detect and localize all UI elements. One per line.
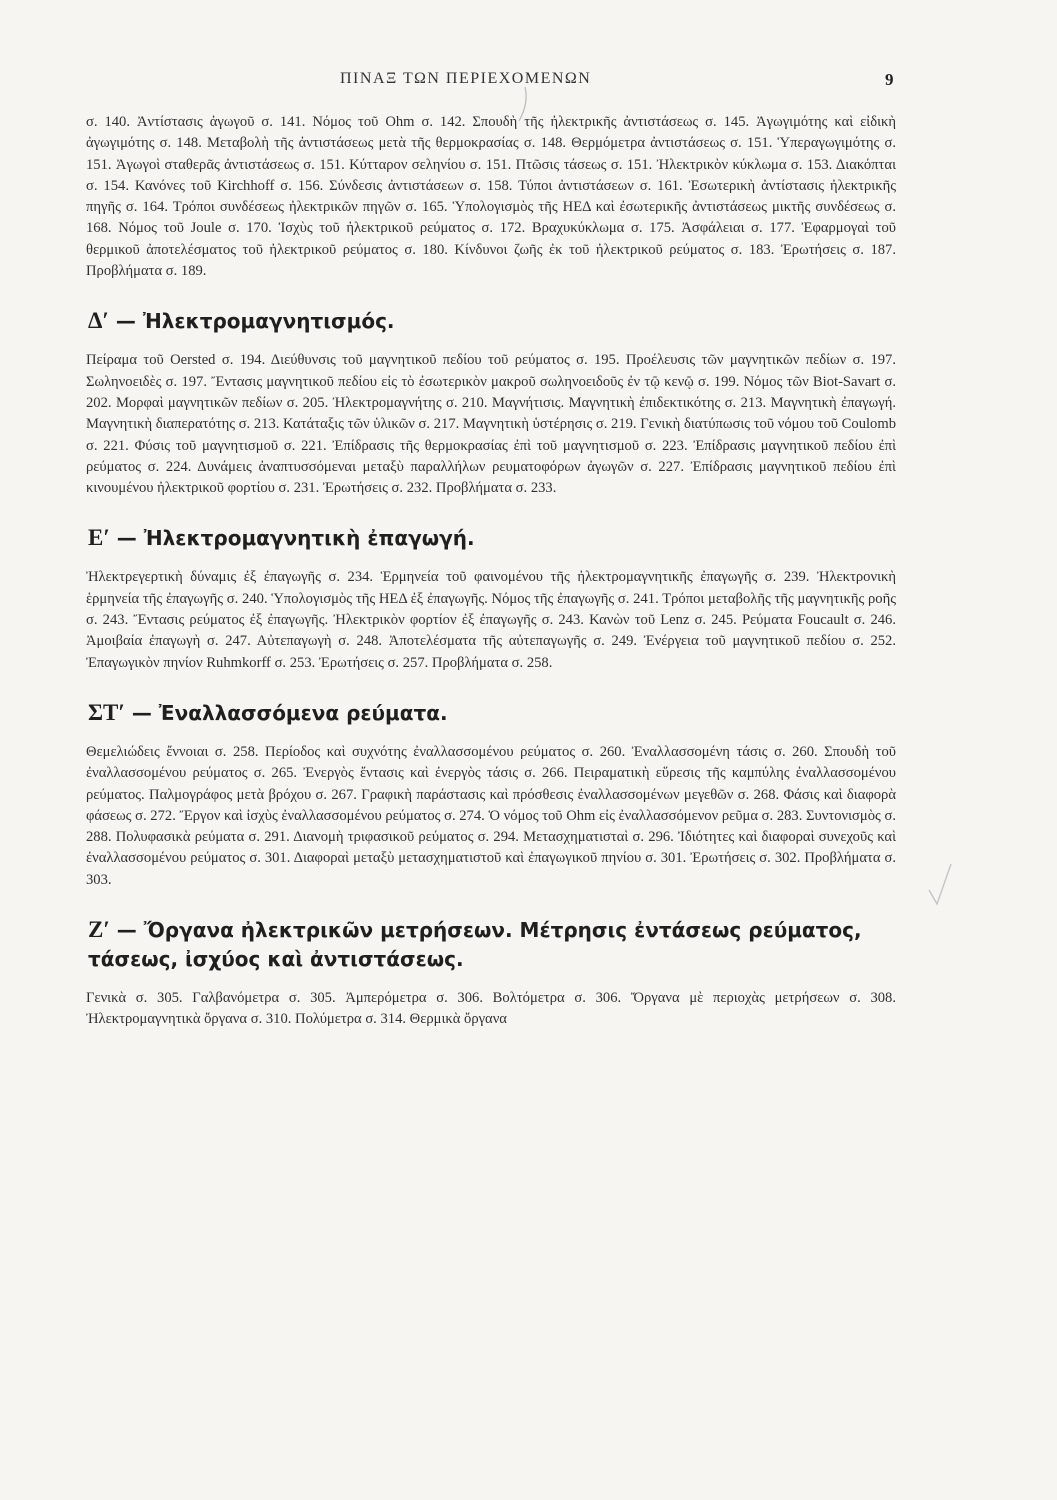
section-delta-body: Πείραμα τοῦ Oersted σ. 194. Διεύθυνσις τοῦ μαγνητικοῦ πεδίου τοῦ ρεύματος σ. 195. Προέλευσις τῶν μαγνητικῶν πεδίων σ. 197. Σωληνοειδὲς σ. 197. Ἔντασις μαγνητικοῦ πεδίου εἰς τὸ ἐσωτερικὸν μακροῦ σωληνοειδοῦς ἐν τῷ κενῷ σ. 199. Νόμος τῶν Biot-Savart σ. 202. Μορφαὶ μαγνητικῶν πεδίων σ. 205. Ἠλεκτρομαγνήτης σ. 210. Μαγνήτισις. Μαγνητικὴ ἐπιδεκτικότης σ. 213. Μαγνητικὴ ἐπαγωγή. Μαγνητικὴ διαπερατότης σ. 213. Κατάταξις τῶν ὑλικῶν σ. 217. Μαγνητικὴ ὑστέρησις σ. 219. Γενικὴ διατύπωσις τοῦ νόμου τοῦ Coulomb σ. 221. Φύσις τοῦ μαγνητισμοῦ σ. 221. Ἐπίδρασις τῆς θερμοκρασίας ἐπὶ τοῦ μαγνητισμοῦ σ. 223. Ἐπίδρασις μαγνητικοῦ πεδίου ἐπὶ ρεύματος σ. 224. Δυνάμεις ἀναπτυσσόμεναι μεταξὺ παραλλήλων ρευματοφόρων ἀγωγῶν σ. 227. Ἐπίδρασις μαγνητικοῦ πεδίου ἐπὶ κινουμένου ἠλεκτρικοῦ φορτίου σ. 231. Ἐρωτήσεις σ. 232. Προβλήματα σ. 233.: [86, 352, 896, 497]
section-title: — Ὄργανα ἠλεκτρικῶν μετρήσεων. Μέτρησις ἐντάσεως ρεύματος, τάσεως, ἰσχύος καὶ ἀντιστάσεως.: [88, 918, 862, 972]
section-zeta-body: Γενικὰ σ. 305. Γαλβανόμετρα σ. 305. Ἀμπερόμετρα σ. 306. Βολτόμετρα σ. 306. Ὄργανα μὲ περιοχὰς μετρήσεων σ. 308. Ἠλεκτρομαγνητικὰ ὄργανα σ. 310. Πολύμετρα σ. 314. Θερμικὰ ὄργανα: [86, 990, 896, 1028]
section-title: — Ἠλεκτρομαγνητικὴ ἐπαγωγή.: [116, 526, 475, 551]
section-sigmatau-body: Θεμελιώδεις ἔννοιαι σ. 258. Περίοδος καὶ συχνότης ἐναλλασσομένου ρεύματος σ. 260. Ἐναλλασσομένη τάσις σ. 260. Σπουδὴ τοῦ ἐναλλασσομένου ρεύματος σ. 265. Ἐνεργὸς ἔντασις καὶ ἐνεργὸς τάσις σ. 266. Πειραματικὴ εὕρεσις τῆς καμπύλης ἐναλλασσομένου ρεύματος. Παλμογράφος μετὰ βρόχου σ. 267. Γραφικὴ παράστασις καὶ πρόσθεσις ἐναλλασσομένων μεγεθῶν σ. 268. Φάσις καὶ διαφορὰ φάσεως σ. 272. Ἔργον καὶ ἰσχὺς ἐναλλασσομένου ρεύματος σ. 274. Ὁ νόμος τοῦ Ohm εἰς ἐναλλασσόμενον ρεῦμα σ. 283. Συντονισμὸς σ. 288. Πολυφασικὰ ρεύματα σ. 291. Διανομὴ τριφασικοῦ ρεύματος σ. 294. Μετασχηματισταὶ σ. 296. Ἰδιότητες καὶ διαφοραὶ συνεχοῦς καὶ ἐναλλασσομένου ρεύματος σ. 301. Διαφοραὶ μεταξὺ μετασχηματιστοῦ καὶ ἐπαγωγικοῦ πηνίου σ. 301. Ἐρωτήσεις σ. 302. Προβλήματα σ. 303.: [86, 743, 896, 888]
section-heading-sigmatau: [88, 698, 896, 728]
page-number: 9: [885, 70, 894, 89]
section-intro-body: σ. 140. Ἀντίστασις ἀγωγοῦ σ. 141. Νόμος τοῦ Ohm σ. 142. Σπουδὴ τῆς ἠλεκτρικῆς ἀντιστάσεως σ. 145. Ἀγωγιμότης καὶ εἰδικὴ ἀγωγιμότης σ. 148. Μεταβολὴ τῆς ἀντιστάσεως μετὰ τῆς θερμοκρασίας σ. 148. Θερμόμετρα ἀντιστάσεως σ. 151. Ὑπεραγωγιμότης σ. 151. Ἀγωγοὶ σταθερᾶς ἀντιστάσεως σ. 151. Κύτταρον σεληνίου σ. 151. Πτῶσις τάσεως σ. 151. Ἠλεκτρικὸν κύκλωμα σ. 153. Διακόπται σ. 154. Κανόνες τοῦ Kirchhoff σ. 156. Σύνδεσις ἀντιστάσεων σ. 158. Τύποι ἀντιστάσεων σ. 161. Ἐσωτερικὴ ἀντίστασις ἠλεκτρικῆς πηγῆς σ. 164. Τρόποι συνδέσεως ἠλεκτρικῶν πηγῶν σ. 165. Ὑπολογισμὸς τῆς ΗΕΔ καὶ ἐσωτερικῆς ἀντιστάσεως μικτῆς συνδέσεως σ. 168. Νόμος τοῦ Joule σ. 170. Ἰσχὺς τοῦ ἠλεκτρικοῦ ρεύματος σ. 172. Βραχυκύκλωμα σ. 175. Ἀσφάλειαι σ. 177. Ἐφαρμογαὶ τοῦ θερμικοῦ ἀποτελέσματος τοῦ ἠλεκτρικοῦ ρεύματος σ. 180. Κίνδυνοι ζωῆς ἐκ τοῦ ἠλεκτρικοῦ ρεύματος σ. 183. Ἐρωτήσεις σ. 187. Προβλήματα σ. 189.: [86, 114, 896, 280]
section-numeral: ΣΤʹ: [88, 699, 125, 725]
section-epsilon-body: Ἠλεκτρεγερτικὴ δύναμις ἐξ ἐπαγωγῆς σ. 234. Ἑρμηνεία τοῦ φαινομένου τῆς ἠλεκτρομαγνητικῆς ἐπαγωγῆς σ. 239. Ἠλεκτρονικὴ ἑρμηνεία τῆς ἐπαγωγῆς σ. 240. Ὑπολογισμὸς τῆς ΗΕΔ ἐξ ἐπαγωγῆς. Νόμος τῆς ἐπαγωγῆς σ. 241. Τρόποι μεταβολῆς τῆς μαγνητικῆς ροῆς σ. 243. Ἔντασις ρεύματος ἐξ ἐπαγωγῆς. Ἠλεκτρικὸν φορτίον ἐξ ἐπαγωγῆς σ. 243. Κανὼν τοῦ Lenz σ. 245. Ρεύματα Foucault σ. 246. Ἀμοιβαία ἐπαγωγὴ σ. 247. Αὐτεπαγωγὴ σ. 248. Ἀποτελέσματα τῆς αὐτεπαγωγῆς σ. 249. Ἐνέργεια τοῦ μαγνητικοῦ πεδίου σ. 252. Ἐπαγωγικὸν πηνίον Ruhmkorff σ. 253. Ἐρωτήσεις σ. 257. Προβλήματα σ. 258.: [86, 569, 896, 671]
section-title: — Ἐναλλασσόμενα ρεύματα.: [131, 700, 448, 725]
running-title: ΠΙΝΑΞ ΤΩΝ ΠΕΡΙΕΧΟΜΕΝΩΝ: [340, 70, 592, 87]
section-heading-epsilon: [88, 523, 896, 553]
table-of-contents: [86, 112, 896, 1031]
section-title: — Ἠλεκτρομαγνητισμός.: [115, 309, 395, 334]
section-numeral: Εʹ: [88, 525, 110, 551]
pencil-check-icon: [925, 860, 955, 910]
section-numeral: Δʹ: [88, 308, 109, 334]
section-numeral: Ζʹ: [88, 917, 110, 943]
section-heading-delta: [88, 306, 896, 336]
section-heading-zeta: [88, 915, 898, 974]
